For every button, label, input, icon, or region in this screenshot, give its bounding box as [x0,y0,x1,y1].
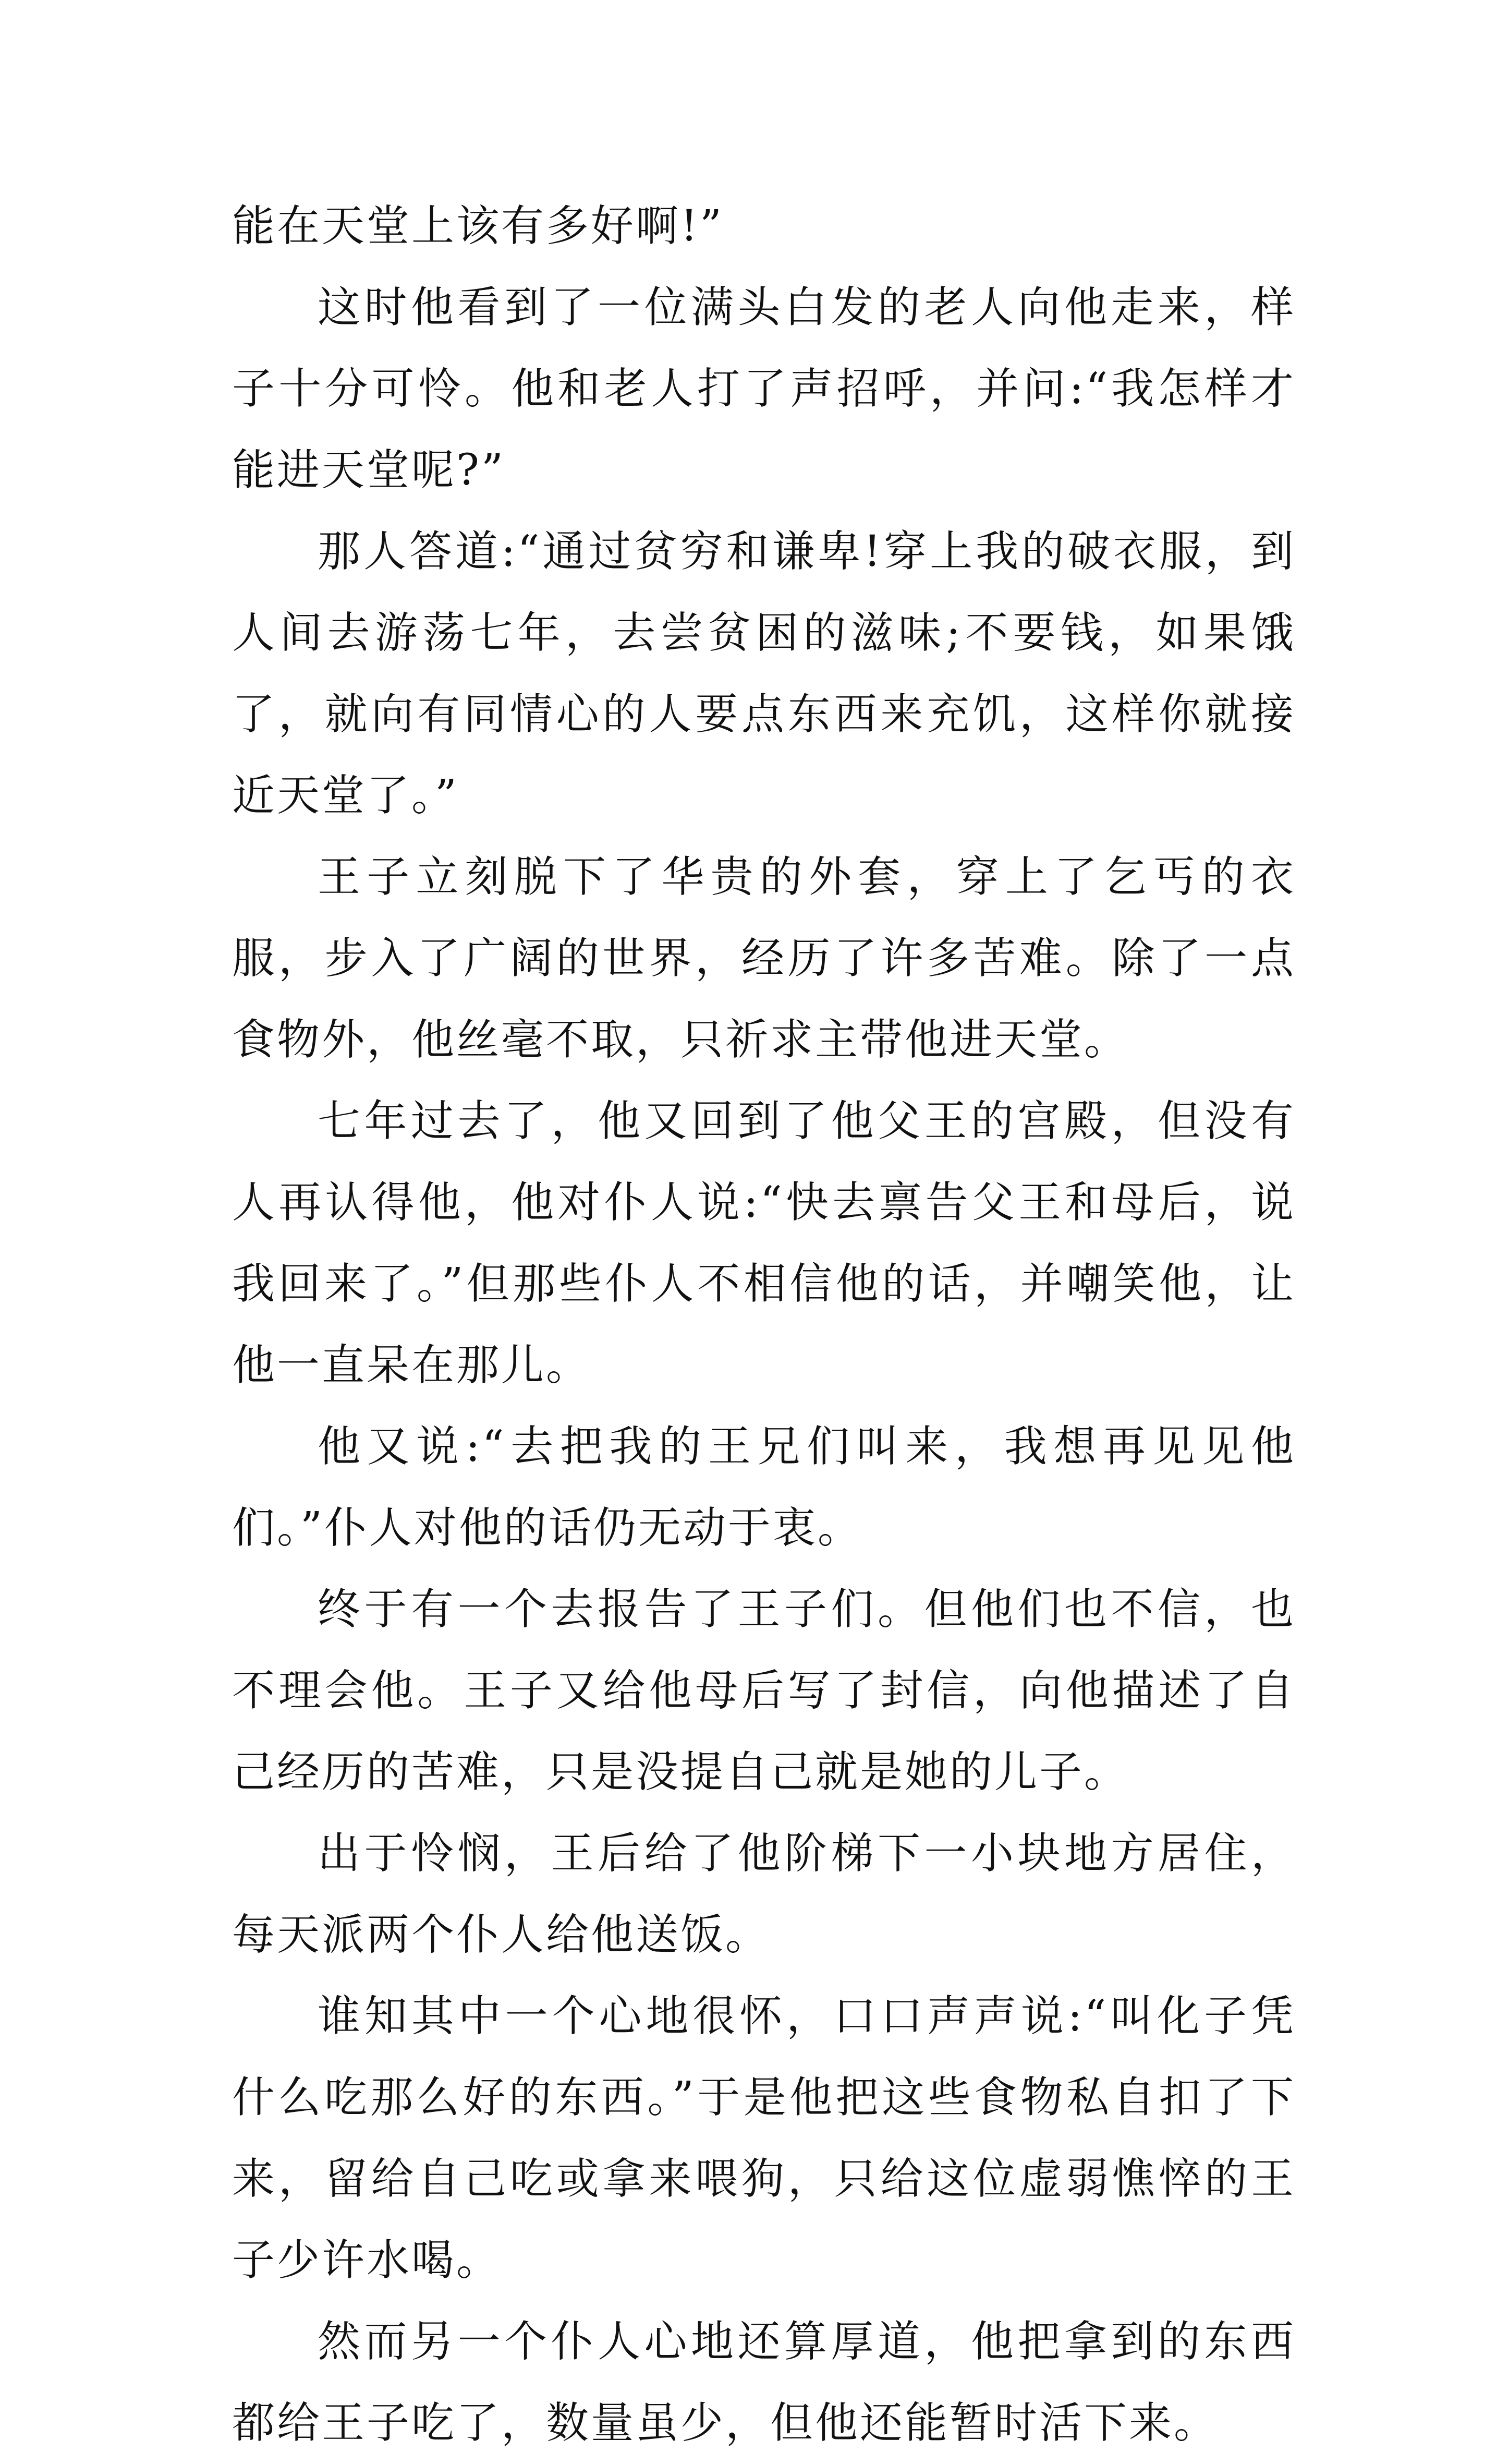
body-text [232,186,1296,2464]
paragraph-5: 七年过去了，他又回到了他父王的宫殿，但没有人再认得他，他对仆人说:“快去禀告父王和母后，说我回来了。”但那些仆人不相信他的话，并嘲笑他，让他一直呆在那儿。 [232,1096,1296,1390]
paragraph-6: 他又说:“去把我的王兄们叫来，我想再见见他们。”仆人对他的话仍无动于衷。 [232,1422,1296,1553]
paragraph-7: 终于有一个去报告了王子们。但他们也不信，也不理会他。王子又给他母后写了封信，向他描述了自己经历的苦难，只是没提自己就是她的儿子。 [232,1585,1296,1797]
paragraph-9: 谁知其中一个心地很怀，口口声声说:“叫化子凭什么吃那么好的东西。”于是他把这些食物私自扣了下来，留给自己吃或拿来喂狗，只给这位虚弱憔悴的王子少许水喝。 [232,1991,1296,2285]
paragraph-3: 那人答道:“通过贫穷和谦卑!穿上我的破衣服，到人间去游荡七年，去尝贫困的滋味;不要钱，如果饿了，就向有同情心的人要点东西来充饥，这样你就接近天堂了。” [232,527,1296,820]
paragraph-10: 然而另一个仆人心地还算厚道，他把拿到的东西都给王子吃了，数量虽少，但他还能暂时活下来。 [232,2317,1296,2448]
paragraph-8: 出于怜悯，王后给了他阶梯下一小块地方居住，每天派两个仆人给他送饭。 [232,1829,1296,1960]
paragraph-2: 这时他看到了一位满头白发的老人向他走来，样子十分可怜。他和老人打了声招呼，并问:“我怎样才能进天堂呢?” [232,283,1296,495]
paragraph-4: 王子立刻脱下了华贵的外套，穿上了乞丐的衣服，步入了广阔的世界，经历了许多苦难。除了一点食物外，他丝毫不取，只祈求主带他进天堂。 [232,852,1296,1065]
paragraph-1: 能在天堂上该有多好啊!” [232,201,724,251]
